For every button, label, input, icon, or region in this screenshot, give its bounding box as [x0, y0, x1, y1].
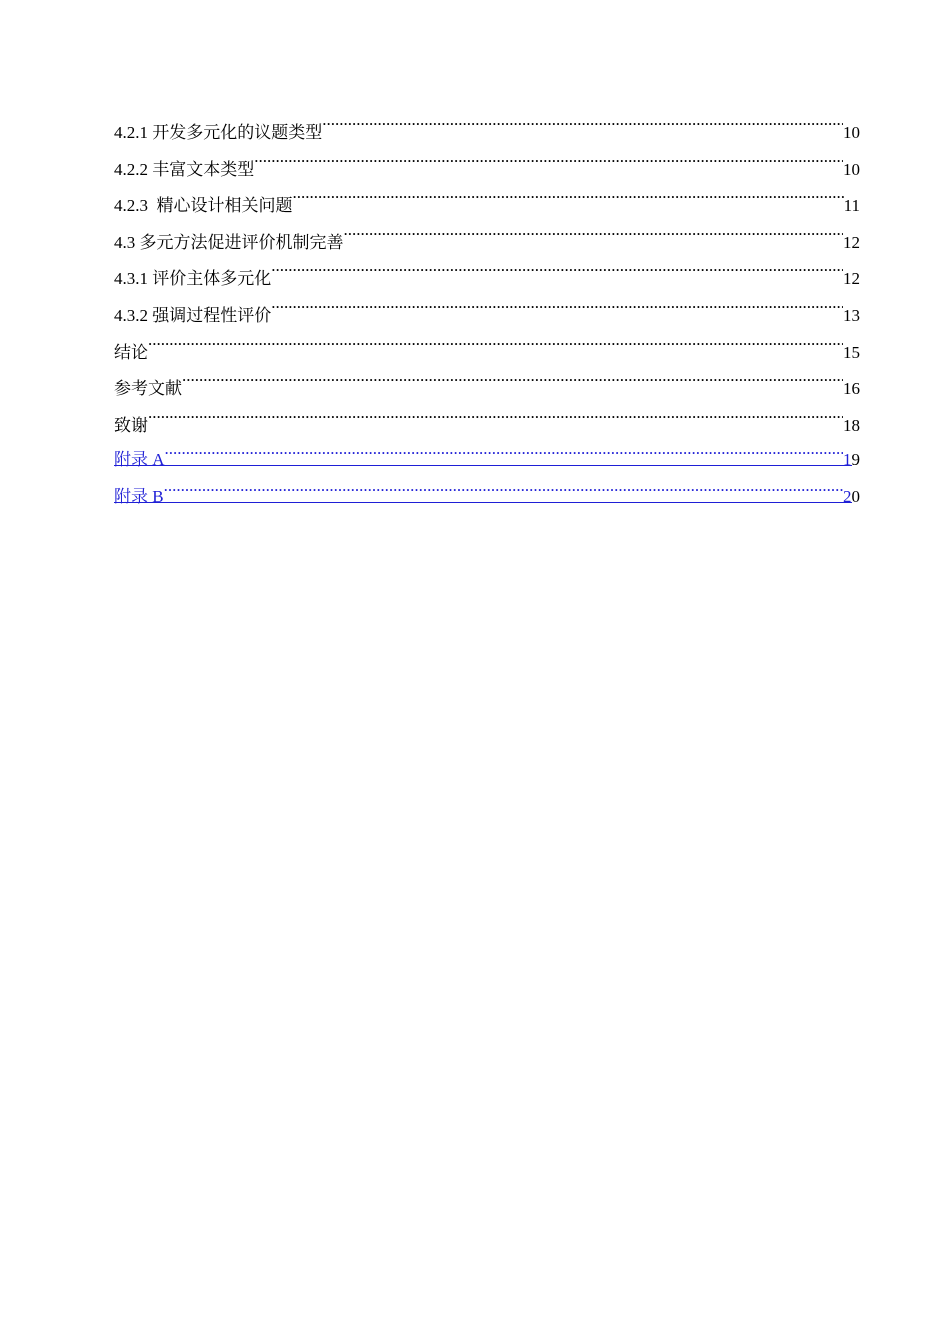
toc-entry-title: 附录 B	[114, 486, 164, 506]
toc-entry-page: 15	[843, 342, 860, 362]
toc-dot-leader	[164, 480, 843, 502]
hyperlink[interactable]	[114, 480, 852, 506]
toc-entry-title: 结论	[114, 342, 148, 362]
toc-entry[interactable]	[114, 407, 860, 444]
toc-entry[interactable]	[114, 114, 860, 151]
toc-link-appendix-a[interactable]	[114, 443, 860, 480]
toc-entry[interactable]	[114, 260, 860, 297]
toc-entry[interactable]	[114, 151, 860, 188]
toc-dot-leader	[165, 443, 843, 465]
toc-entry-page-tail: 0	[851, 486, 860, 506]
toc-entry-page-tail: 9	[851, 450, 860, 470]
toc-entry-page-linked: 2	[843, 486, 852, 506]
toc-entry[interactable]	[114, 224, 860, 261]
toc-entry-title: 4.2.3 精心设计相关问题	[114, 196, 293, 216]
toc-dot-leader	[293, 187, 844, 211]
toc-entry-title: 4.2.2 丰富文本类型	[114, 159, 255, 179]
table-of-contents	[114, 114, 860, 517]
toc-entry-page: 16	[843, 379, 860, 399]
toc-dot-leader	[344, 224, 844, 248]
toc-dot-leader	[322, 114, 843, 138]
toc-entry-page: 18	[843, 415, 860, 435]
toc-dot-leader	[148, 407, 843, 431]
toc-dot-leader	[148, 334, 843, 358]
hyperlink[interactable]	[114, 443, 852, 470]
toc-entry-page: 12	[843, 269, 860, 289]
toc-entry-title: 4.3.1 评价主体多元化	[114, 269, 272, 289]
toc-entry[interactable]	[114, 370, 860, 407]
toc-dot-leader	[254, 151, 843, 175]
toc-entry[interactable]	[114, 297, 860, 334]
toc-entry-title: 4.3.2 强调过程性评价	[114, 305, 272, 325]
toc-entry-page: 11	[843, 196, 860, 216]
toc-entry-page: 10	[843, 123, 860, 142]
toc-dot-leader	[271, 297, 843, 321]
toc-dot-leader	[271, 260, 843, 284]
toc-entry-page: 13	[843, 305, 860, 325]
toc-entry-page: 10	[843, 159, 860, 179]
toc-entry-title: 参考文献	[114, 379, 182, 399]
toc-entry[interactable]	[114, 187, 860, 224]
toc-entry-title: 致谢	[114, 415, 148, 435]
toc-dot-leader	[182, 370, 843, 394]
toc-entry[interactable]	[114, 334, 860, 371]
toc-entry-page-linked: 1	[843, 450, 852, 470]
toc-entry-page: 12	[843, 232, 860, 252]
toc-link-appendix-b[interactable]	[114, 480, 860, 517]
toc-entry-title: 4.2.1 开发多元化的议题类型	[114, 123, 323, 142]
toc-entry-title: 附录 A	[114, 450, 165, 470]
toc-entry-title: 4.3 多元方法促进评价机制完善	[114, 232, 344, 252]
